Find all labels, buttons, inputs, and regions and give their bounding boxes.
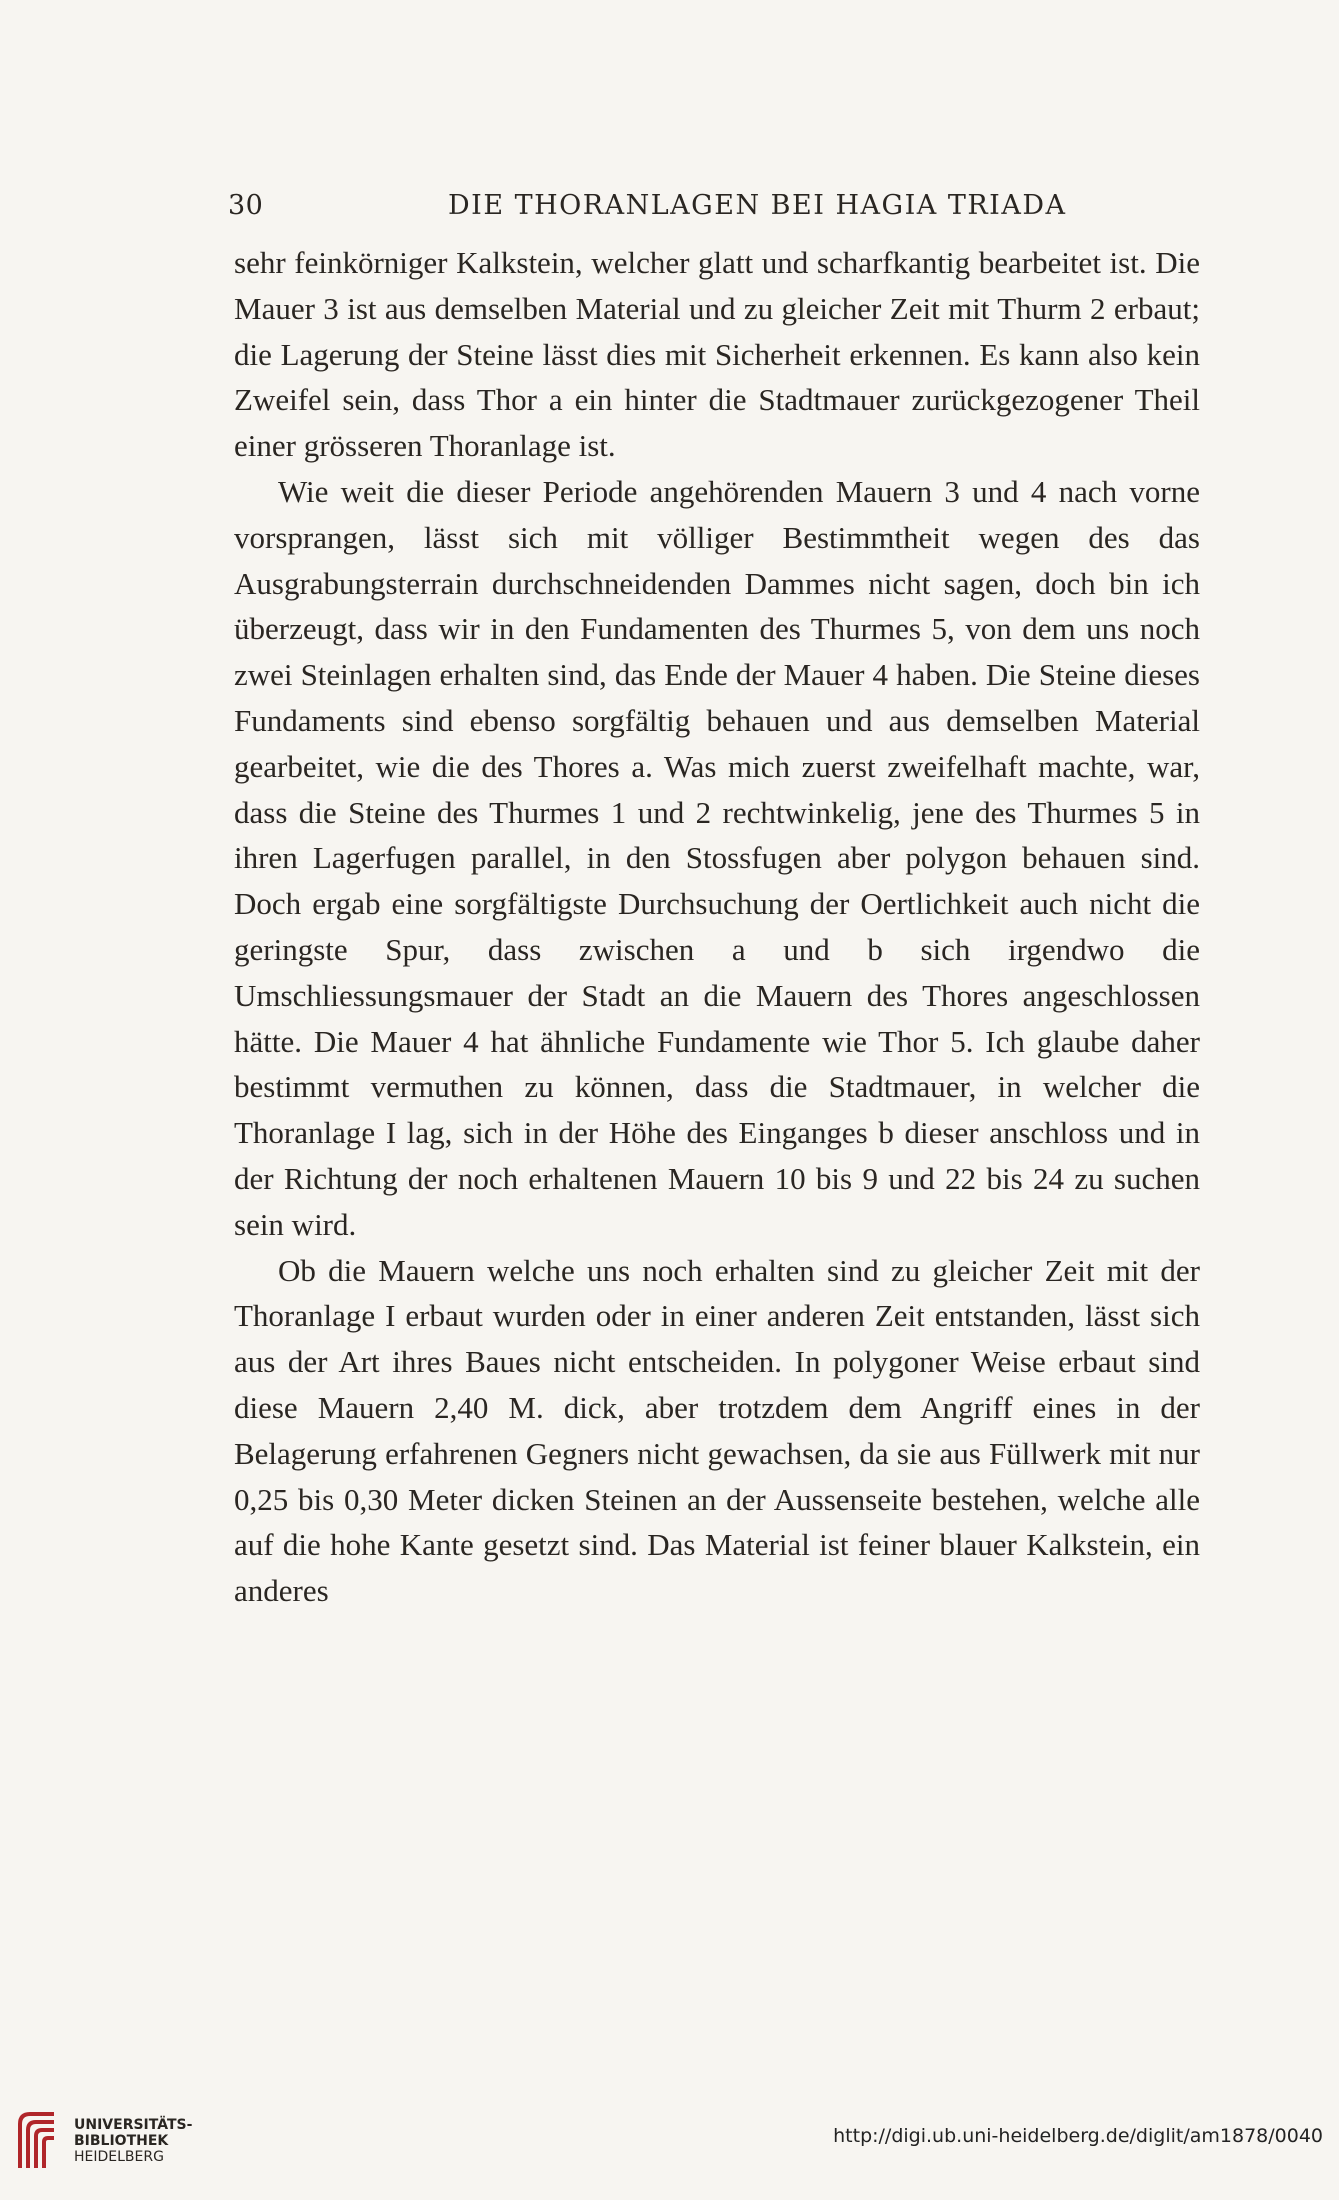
body-text [234, 240, 1200, 1614]
paragraph-1: sehr feinkörniger Kalkstein, welcher glatt und scharfkantig bearbeitet ist. Die Mauer 3 ist aus demselben Material und zu gleicher Zeit mit Thurm 2 erbaut; die Lagerung der Steine lässt dies mit Sicherheit erkennen. Es kann also kein Zweifel sein, dass Thor a ein hinter die Stadtmauer zurückgezogener Theil einer grösseren Thoranlage ist. [234, 245, 1200, 464]
paragraph-2: Wie weit die dieser Periode angehörenden Mauern 3 und 4 nach vorne vorsprangen, lässt sich mit völliger Bestimmtheit wegen des das Ausgrabungsterrain durchschneidenden Dammes nicht sagen, doch bin ich überzeugt, dass wir in den Fundamenten des Thurmes 5, von dem uns noch zwei Steinlagen erhalten sind, das Ende der Mauer 4 haben. Die Steine dieses Fundaments sind ebenso sorgfältig behauen und aus demselben Material gearbeitet, wie die des Thores a. Was mich zuerst zweifelhaft machte, war, dass die Steine des Thurmes 1 und 2 rechtwinkelig, jene des Thurmes 5 in ihren Lagerfugen parallel, in den Stossfugen aber polygon behauen sind. Doch ergab eine sorgfältigste Durchsuchung der Oertlichkeit auch nicht die geringste Spur, dass zwischen a und b sich irgendwo die Umschliessungsmauer der Stadt an die Mauern des Thores angeschlossen hätte. Die Mauer 4 hat ähnliche Fundamente wie Thor 5. Ich glaube daher bestimmt vermuthen zu können, dass die Stadtmauer, in welcher die Thoranlage I lag, sich in der Höhe des Einganges b dieser anschloss und in der Richtung der noch erhaltenen Mauern 10 bis 9 und 22 bis 24 zu suchen sein wird. [234, 473, 1200, 1242]
running-title: DIE THORANLAGEN BEI HAGIA TRIADA [448, 190, 1067, 221]
page-footer [0, 2080, 1339, 2200]
library-line-2: BIBLIOTHEK [74, 2133, 169, 2149]
library-line-3: HEIDELBERG [74, 2149, 164, 2165]
paragraph-3: Ob die Mauern welche uns noch erhalten sind zu gleicher Zeit mit der Thoranlage I erbaut wurden oder in einer anderen Zeit entstanden, lässt sich aus der Art ihres Baues nicht entscheiden. In polygoner Weise erbaut sind diese Mauern 2,40 M. dick, aber trotzdem dem Angriff eines in der Belagerung erfahrenen Gegners nicht gewachsen, da sie aus Füllwerk mit nur 0,25 bis 0,30 Meter dicken Steinen an der Aussenseite bestehen, welche alle auf die hohe Kante gesetzt sind. Das Material ist feiner blauer Kalkstein, ein anderes [234, 1252, 1200, 1609]
library-logo-icon [14, 2110, 60, 2170]
page-number: 30 [228, 190, 264, 221]
permalink-url[interactable]: http://digi.ub.uni-heidelberg.de/diglit/am1878/0040 [833, 2125, 1323, 2147]
library-line-1: UNIVERSITÄTS- [74, 2117, 193, 2133]
library-name [74, 2117, 192, 2165]
